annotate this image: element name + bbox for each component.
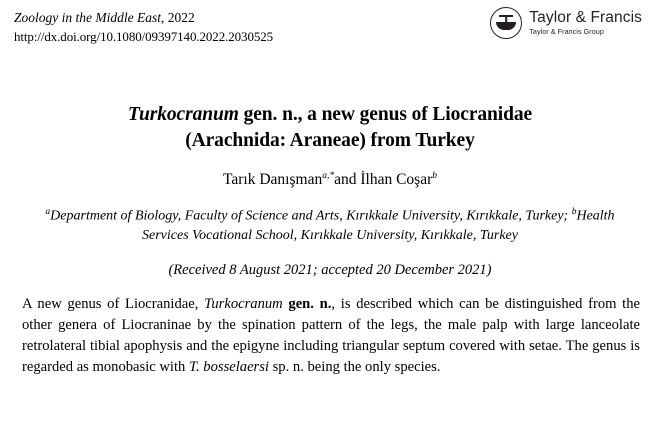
abstract-genus-italic: Turkocranum <box>204 296 283 313</box>
journal-citation <box>14 6 273 46</box>
abstract-part-two: , is described which can be distinguished from the other genera of Liocraninae by the spination pattern of the legs, the male palp with large lanceolate retrolateral tibial apophysis and the epigyne including triangular septum covered with setae. The genus is regarded as monobasic with <box>22 296 640 375</box>
author-two: İlhan Coşar <box>360 171 433 189</box>
title-line2: (Arachnida: Araneae) from Turkey <box>185 129 475 151</box>
publisher-text <box>529 10 642 36</box>
taylor-francis-lamp-icon <box>490 7 522 39</box>
author-one-affiliation-marker: a,* <box>322 171 335 182</box>
doi-link[interactable]: http://dx.doi.org/10.1080/09397140.2022.2030525 <box>14 28 274 44</box>
publisher-logo <box>490 6 646 39</box>
publisher-name: Taylor & Francis <box>529 9 642 27</box>
title-block <box>14 102 646 153</box>
publisher-subtitle: Taylor & Francis Group <box>529 27 604 37</box>
title-line1-rest: gen. n., a new genus of Liocranidae <box>238 104 533 125</box>
author-two-affiliation-marker: b <box>432 171 437 182</box>
author-joiner: and <box>334 171 361 189</box>
abstract <box>14 294 646 377</box>
affiliation-b: Health Services Vocational School, Kırıkkale University, Kırıkkale, Turkey <box>142 208 615 244</box>
journal-year: , 2022 <box>160 10 195 25</box>
affiliation-b-marker: b <box>571 206 577 217</box>
title-genus: Turkocranum <box>127 104 239 125</box>
affiliation-a: Department of Biology, Faculty of Science and Arts, Kırıkkale University, Kırıkkale, Turkey; <box>50 208 572 224</box>
journal-title: Zoology in the Middle East <box>14 10 161 25</box>
abstract-part-one: A new genus of Liocranidae, <box>22 296 205 313</box>
abstract-part-three: sp. n. being the only species. <box>268 358 441 375</box>
received-date: (Received 8 August 2021; accepted 20 December 2021) <box>168 262 492 279</box>
affiliations <box>14 206 646 246</box>
affiliation-a-marker: a <box>45 206 51 217</box>
abstract-genus-bold: gen. n. <box>282 296 332 313</box>
author-list <box>14 171 646 189</box>
abstract-species-italic: T. bosselaersi <box>188 358 269 375</box>
page-title <box>14 102 646 153</box>
author-one: Tarık Danışman <box>223 171 323 189</box>
journal-line <box>14 8 273 28</box>
page-header <box>14 6 646 54</box>
